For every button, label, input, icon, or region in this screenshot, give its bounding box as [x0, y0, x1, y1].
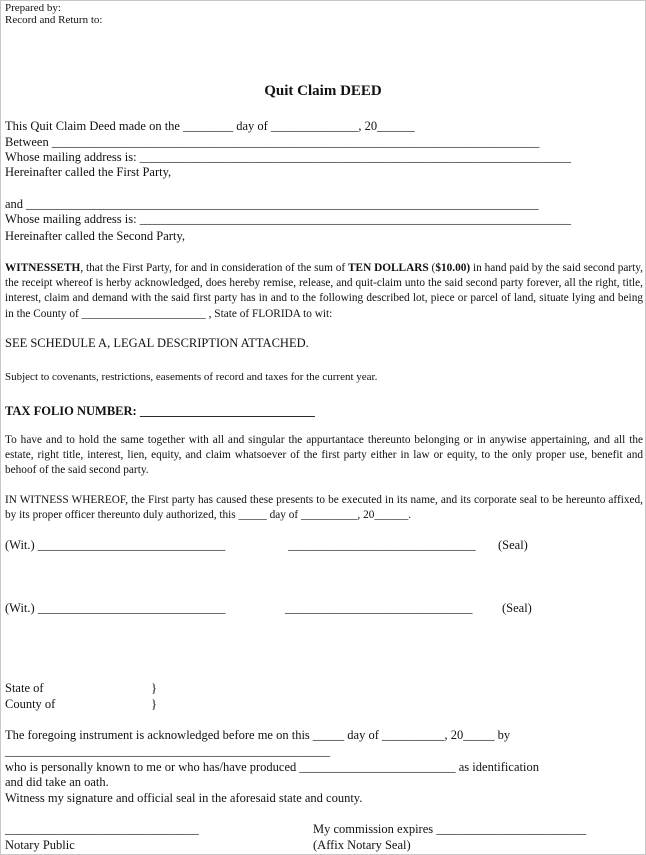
witnesseth-paragraph: WITNESSETH, that the First Party, for and in consideration of the sum of TEN DOLLARS ($10.00) in hand paid by the said second party, the receipt whereof is herby acknowledged, does hereby remise, release, and quit-claim unto the said second party forever, all the right, title, interest, claim and demand with the said first party has in and to the following described lot, piece or parcel of land, situate lying and being in the County of ______________________ , State of FLORIDA to wit:	[5, 262, 643, 320]
ack-line-1: The foregoing instrument is acknowledged before me on this _____ day of __________, 20_____ by	[5, 728, 511, 742]
notary-public-label: Notary Public	[5, 838, 75, 852]
county-of-label: County of	[5, 697, 56, 711]
ack-line-5: Witness my signature and official seal in the aforesaid state and county.	[5, 791, 363, 805]
seal-label-2: (Seal)	[502, 601, 532, 615]
mailing-address-1: Whose mailing address is: _____________________________________________________________________	[5, 150, 571, 164]
record-return: Record and Return to:	[5, 14, 103, 26]
ack-line-3: who is personally known to me or who has/have produced _________________________ as identification	[5, 760, 539, 774]
ack-line-4: and did take an oath.	[5, 775, 109, 789]
commission-expires: My commission expires ________________________	[313, 822, 587, 836]
first-party-label: Hereinafter called the First Party,	[5, 165, 172, 179]
witness-line-2: (Wit.) ______________________________	[5, 601, 226, 615]
witness-line-1: (Wit.) ______________________________	[5, 538, 226, 552]
page-title: Quit Claim DEED	[264, 83, 382, 99]
between-line: Between ______________________________________________________________________________	[5, 135, 540, 149]
seal-label-1: (Seal)	[498, 538, 528, 552]
second-party-label: Hereinafter called the Second Party,	[5, 229, 186, 243]
subject-line: Subject to covenants, restrictions, easements of record and taxes for the current year.	[5, 371, 378, 383]
prepared-by: Prepared by:	[5, 2, 61, 14]
schedule-line: SEE SCHEDULE A, LEGAL DESCRIPTION ATTACHED.	[5, 336, 309, 350]
made-on-line: This Quit Claim Deed made on the ________ day of ______________, 20______	[5, 119, 415, 133]
amount-number: $10.00)	[435, 262, 471, 274]
in-witness-paragraph: IN WITNESS WHEREOF, the First party has caused these presents to be executed in its name, and its corporate seal to be hereunto affixed, by its proper officer thereunto duly authorized, this _____ day of __________, 20______.	[5, 494, 643, 522]
amount-words: TEN DOLLARS	[348, 262, 429, 274]
state-brace: }	[151, 681, 157, 695]
state-of-label: State of	[5, 681, 44, 695]
notary-seal-label: (Affix Notary Seal)	[313, 838, 411, 852]
signature-line-1: ______________________________	[288, 538, 476, 552]
county-brace: }	[151, 697, 157, 711]
ack-line-2: ____________________________________________________	[5, 744, 330, 758]
and-line: and __________________________________________________________________________________	[5, 197, 539, 211]
notary-signature-line: _______________________________	[5, 822, 199, 836]
witnesseth-lead: WITNESSETH	[5, 262, 81, 274]
habendum-paragraph: To have and to hold the same together with all and singular the appurtantace thereunto belonging or in anywise appertaining, and all the estate, right title, interest, lien, equity, and claim whatsoever of the first party either in law or equity, to the only proper use, benefit and behoof of the said second party.	[5, 434, 643, 477]
mailing-address-2: Whose mailing address is: _____________________________________________________________________	[5, 212, 571, 226]
tax-folio-number: TAX FOLIO NUMBER: ____________________________	[5, 404, 315, 418]
signature-line-2: ______________________________	[285, 601, 473, 615]
